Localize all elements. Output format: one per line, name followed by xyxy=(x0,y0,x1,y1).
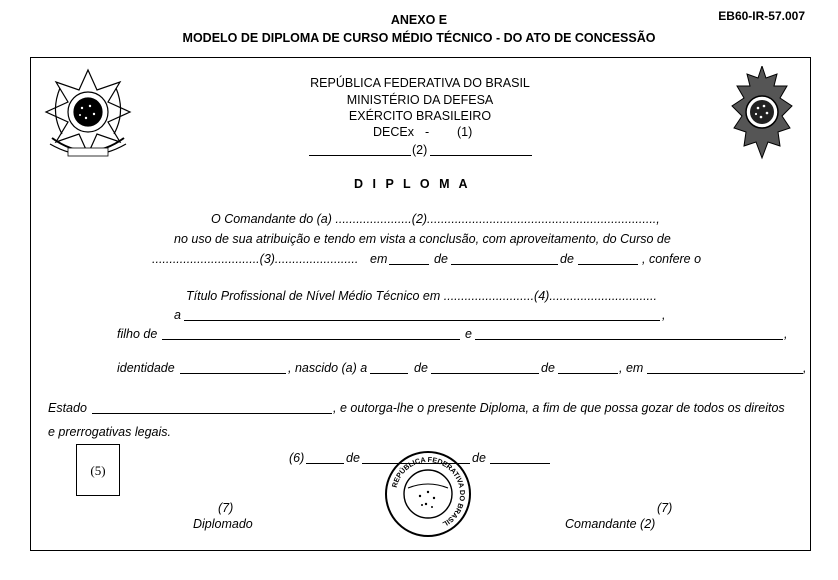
body-attribution-line: no uso de sua atribuição e tendo em vista a conclusão, com aproveitamento, do Curso de xyxy=(174,232,671,246)
body-filho-label: filho de xyxy=(117,327,158,341)
sig-right-ref: (7) xyxy=(657,501,673,515)
header-dash: - xyxy=(425,125,430,139)
body-day-blank xyxy=(389,264,429,265)
body-birthplace-blank xyxy=(647,373,803,374)
body-birth-de-2: de xyxy=(541,361,555,375)
body-birth-de-1: de xyxy=(414,361,428,375)
date-de-label-1: de xyxy=(346,451,360,465)
header-line-ministry: MINISTÉRIO DA DEFESA xyxy=(346,93,494,107)
header-decex: DECEx xyxy=(373,125,414,139)
body-title-line: Título Profissional de Nível Médio Técnico em ..........................(4)............................... xyxy=(186,289,657,303)
brazil-coat-of-arms-icon xyxy=(44,68,132,166)
body-state-blank xyxy=(92,413,332,414)
body-estado-label: Estado xyxy=(48,401,87,415)
body-birth-month-blank xyxy=(431,373,539,374)
body-birth-year-blank xyxy=(558,373,618,374)
body-mother-blank xyxy=(475,339,783,340)
diploma-title: D I P L O M A xyxy=(354,177,471,191)
body-em-label: em xyxy=(370,252,388,266)
header-blank-line-right xyxy=(430,155,532,156)
body-nascido-label: , nascido (a) a xyxy=(288,361,368,375)
date-de-label-2: de xyxy=(472,451,486,465)
body-birthplace-comma: , xyxy=(803,361,807,375)
body-identidade-label: identidade xyxy=(117,361,175,375)
body-birth-day-blank xyxy=(370,373,408,374)
body-e-label: e xyxy=(465,327,472,341)
sig-right-label: Comandante (2) xyxy=(565,517,656,531)
annex-title: ANEXO E xyxy=(390,13,448,27)
national-seal-stamp-icon xyxy=(384,450,472,538)
date-year-blank xyxy=(490,463,550,464)
seal-text: REPÚBLICA FEDERATIVA DO BRASIL xyxy=(389,454,468,529)
body-commander-line: O Comandante do (a) ......................(2).................................................................., xyxy=(211,212,660,226)
body-identity-blank xyxy=(180,373,286,374)
header-line-republic: REPÚBLICA FEDERATIVA DO BRASIL xyxy=(310,76,530,90)
date-day-blank xyxy=(306,463,344,464)
army-emblem-icon xyxy=(730,66,794,164)
header-line-army: EXÉRCITO BRASILEIRO xyxy=(348,109,492,123)
body-outorga-line: , e outorga-lhe o presente Diploma, a fim de que possa gozar de todos os direitos xyxy=(333,401,785,415)
body-birth-em-label: , em xyxy=(619,361,644,375)
header-blank-line-left xyxy=(309,155,411,156)
body-de-label-1: de xyxy=(434,252,448,266)
photo-placeholder-box xyxy=(76,444,120,496)
body-parents-comma: , xyxy=(784,327,788,341)
photo-ref-label: (5) xyxy=(90,463,106,478)
sig-left-label: Diplomado xyxy=(193,517,253,531)
body-prerrogativas-line: e prerrogativas legais. xyxy=(48,425,171,439)
body-course-dots: ...............................(3)........................ xyxy=(152,252,359,266)
body-name-blank xyxy=(184,320,660,321)
body-a-label: a xyxy=(174,308,181,322)
date-ref-label: (6) xyxy=(289,451,305,465)
body-de-label-2: de xyxy=(560,252,574,266)
body-father-blank xyxy=(162,339,460,340)
body-year-blank xyxy=(578,264,638,265)
body-confere-label: , confere o xyxy=(642,252,702,266)
annex-subtitle: MODELO DE DIPLOMA DE CURSO MÉDIO TÉCNICO - DO ATO DE CONCESSÃO xyxy=(182,31,656,45)
body-month-blank xyxy=(451,264,558,265)
header-ref-1: (1) xyxy=(457,125,473,139)
document-code: EB60-IR-57.007 xyxy=(718,9,805,23)
body-name-comma: , xyxy=(662,308,666,322)
header-ref-2: (2) xyxy=(412,143,428,157)
sig-left-ref: (7) xyxy=(218,501,234,515)
